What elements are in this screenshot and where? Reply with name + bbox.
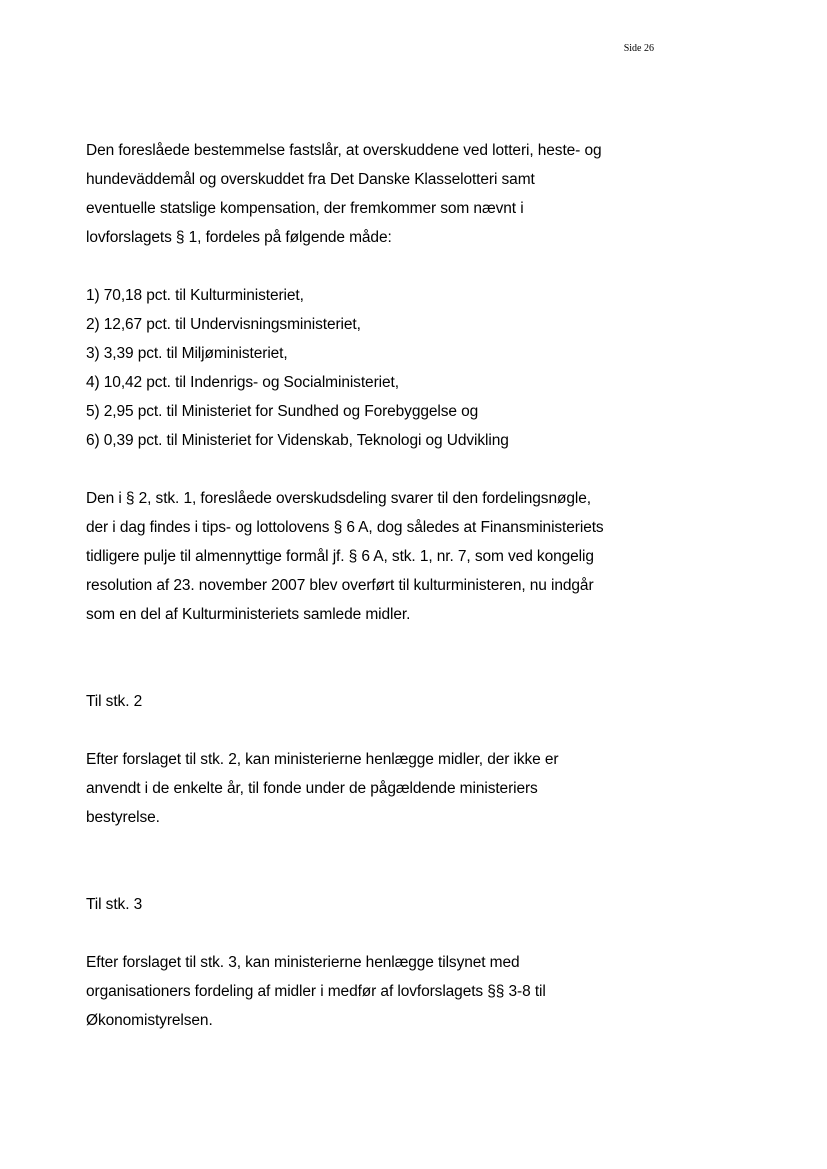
- stk3-paragraph: [86, 948, 676, 1035]
- section-spacer: [86, 832, 676, 890]
- paragraph-line: Økonomistyrelsen.: [86, 1012, 213, 1029]
- paragraph-spacer: [86, 716, 676, 745]
- list-item: 4) 10,42 pct. til Indenrigs- og Socialministeriet,: [86, 374, 399, 391]
- paragraph-line: bestyrelse.: [86, 809, 160, 826]
- list-item: 3) 3,39 pct. til Miljøministeriet,: [86, 345, 288, 362]
- paragraph-line: Efter forslaget til stk. 2, kan ministerierne henlægge midler, der ikke er: [86, 751, 559, 768]
- section-spacer: [86, 629, 676, 687]
- page-number: Side 26: [623, 43, 654, 54]
- distribution-list: [86, 281, 676, 455]
- paragraph-line: Den i § 2, stk. 1, foreslåede overskudsdeling svarer til den fordelingsnøgle,: [86, 490, 591, 507]
- document-body: [86, 136, 676, 1035]
- paragraph-spacer: [86, 455, 676, 484]
- paragraph-line: eventuelle statslige kompensation, der fremkommer som nævnt i: [86, 200, 524, 217]
- paragraph-line: Efter forslaget til stk. 3, kan ministerierne henlægge tilsynet med: [86, 954, 520, 971]
- section-heading-stk3: Til stk. 3: [86, 896, 143, 913]
- list-item: 5) 2,95 pct. til Ministeriet for Sundhed og Forebyggelse og: [86, 403, 479, 420]
- paragraph-line: Den foreslåede bestemmelse fastslår, at overskuddene ved lotteri, heste- og: [86, 142, 602, 159]
- intro-paragraph: [86, 136, 676, 252]
- paragraph-line: lovforslagets § 1, fordeles på følgende måde:: [86, 229, 392, 246]
- paragraph-line: der i dag findes i tips- og lottolovens § 6 A, dog således at Finansministeriets: [86, 519, 604, 536]
- list-item: 2) 12,67 pct. til Undervisningsministeriet,: [86, 316, 361, 333]
- paragraph-line: anvendt i de enkelte år, til fonde under de pågældende ministeriers: [86, 780, 538, 797]
- stk2-paragraph: [86, 745, 676, 832]
- section-heading-stk2: Til stk. 2: [86, 693, 143, 710]
- paragraph-line: tidligere pulje til almennyttige formål jf. § 6 A, stk. 1, nr. 7, som ved kongelig: [86, 548, 594, 565]
- paragraph-line: resolution af 23. november 2007 blev overført til kulturministeren, nu indgår: [86, 577, 594, 594]
- list-item: 1) 70,18 pct. til Kulturministeriet,: [86, 287, 304, 304]
- paragraph-line: organisationers fordeling af midler i medfør af lovforslagets §§ 3-8 til: [86, 983, 546, 1000]
- paragraph-spacer: [86, 252, 676, 281]
- paragraph-line: som en del af Kulturministeriets samlede midler.: [86, 606, 411, 623]
- list-item: 6) 0,39 pct. til Ministeriet for Videnskab, Teknologi og Udvikling: [86, 432, 509, 449]
- paragraph-spacer: [86, 919, 676, 948]
- paragraph-line: hundeväddemål og overskuddet fra Det Danske Klasselotteri samt: [86, 171, 535, 188]
- explanation-paragraph: [86, 484, 676, 629]
